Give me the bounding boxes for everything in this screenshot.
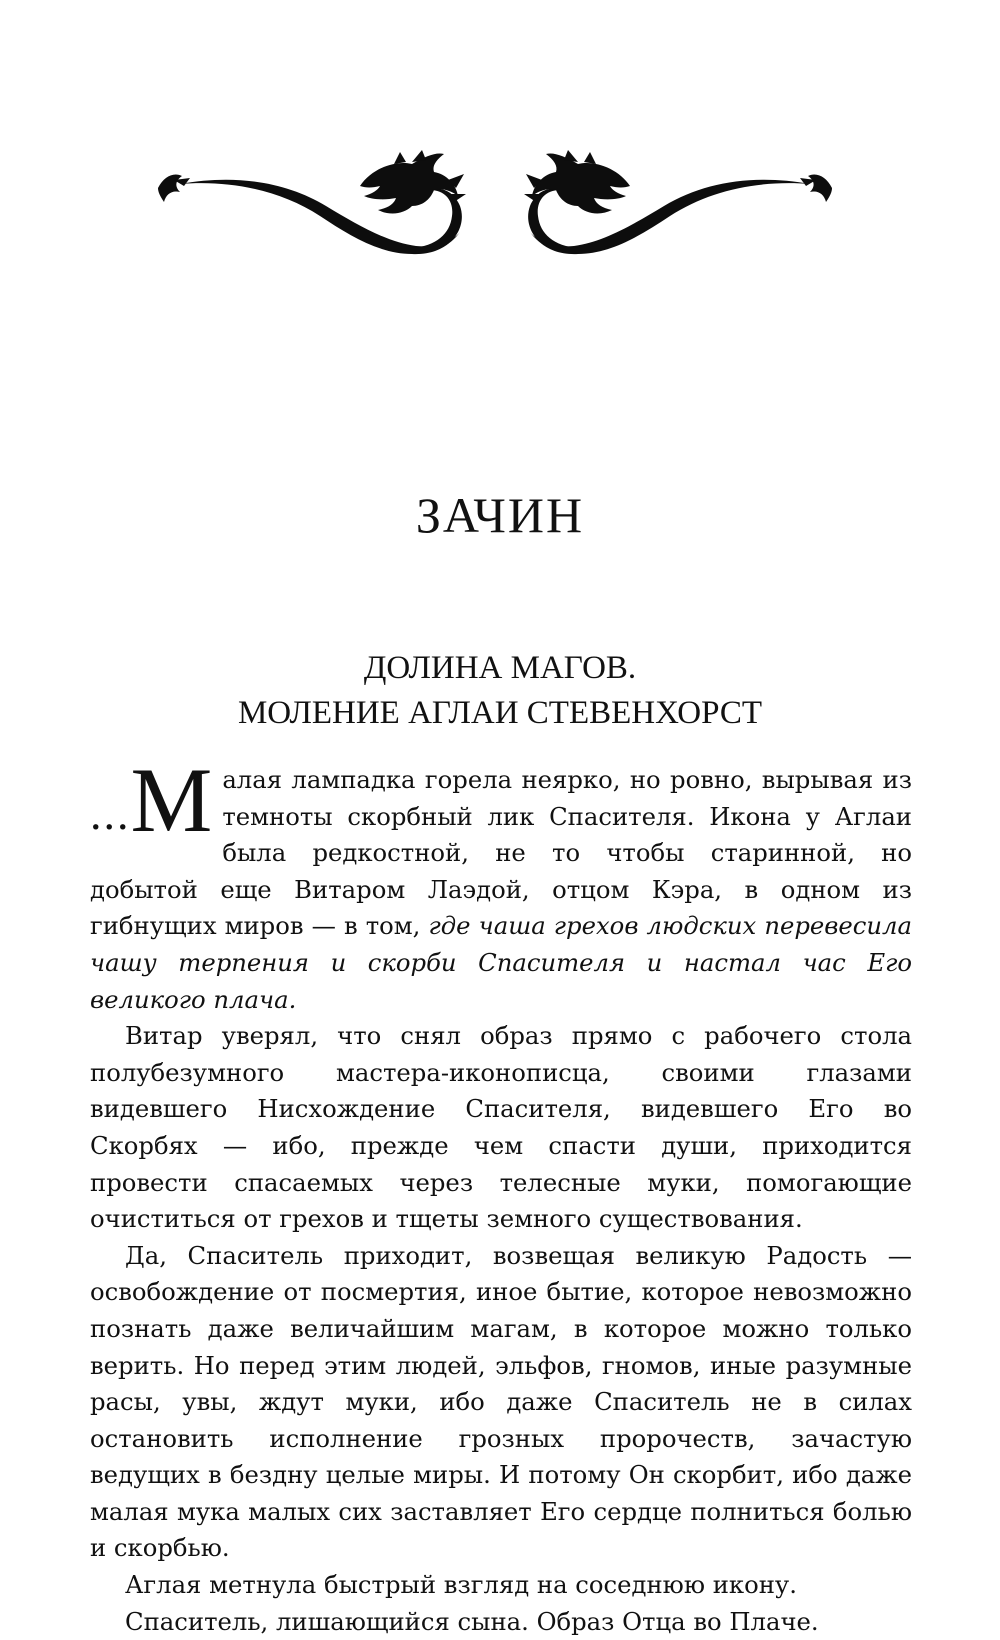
drop-cap-letter: М	[130, 749, 213, 851]
paragraph-4: Аглая метнула быстрый взгляд на соседнюю икону.	[125, 1570, 797, 1600]
drop-cap-ellipsis: ...	[90, 788, 131, 839]
twin-dragons-ornament	[150, 150, 840, 270]
paragraph-5: Спаситель, лишающийся сына. Образ Отца во Плаче.	[125, 1606, 819, 1636]
right-dragon-icon	[524, 150, 832, 254]
paragraph-1-italic: где чаша грехов людских перевесила чашу терпения и скорби Спасителя и настал час Его великого плача.	[90, 911, 913, 1014]
section-title-line-1: ДОЛИНА МАГОВ.	[363, 650, 637, 686]
paragraph-3: Да, Спаситель приходит, возвещая великую Радость — освобождение от посмертия, иное бытие, которое невозможно познать даже величайшим магам, в которое можно только верить. Но перед этим людей, эльфов, гномов, иные разумные расы, увы, ждут муки, ибо даже Спаситель не в силах остановить исполнение грозных пророчеств, зачастую ведущих в бездну целые миры. И потому Он скорбит, ибо даже малая мука малых сих заставляет Его сердце полниться болью и скорбью.	[90, 1240, 912, 1563]
body-text	[90, 749, 913, 1640]
section-title	[0, 646, 1000, 736]
paragraph-2: Витар уверял, что снял образ прямо с рабочего стола полубезумного мастера-иконописца, своими глазами видевшего Нисхождение Спасителя, видевшего Его во Скорбях — ибо, прежде чем спасти души, приходится провести спасаемых через телесные муки, помогающие очиститься от грехов и тщеты земного существования.	[90, 1021, 912, 1234]
paragraph-1	[90, 749, 913, 1018]
chapter-title: ЗАЧИН	[415, 486, 585, 543]
left-dragon-icon	[158, 150, 466, 254]
paragraph-1-text: алая лампадка горела неярко, но ровно, вырывая из темноты скорбный лик Спасителя. Икона у Аглаи была редкостной, не то чтобы старинной, но добытой еще Витаром Лаэдой, отцом Кэра, в одном из гибнущих миров — в том,	[90, 765, 912, 941]
drop-cap	[90, 749, 213, 851]
section-title-line-2: МОЛЕНИЕ АГЛАИ СТЕВЕНХОРСТ	[237, 695, 763, 731]
